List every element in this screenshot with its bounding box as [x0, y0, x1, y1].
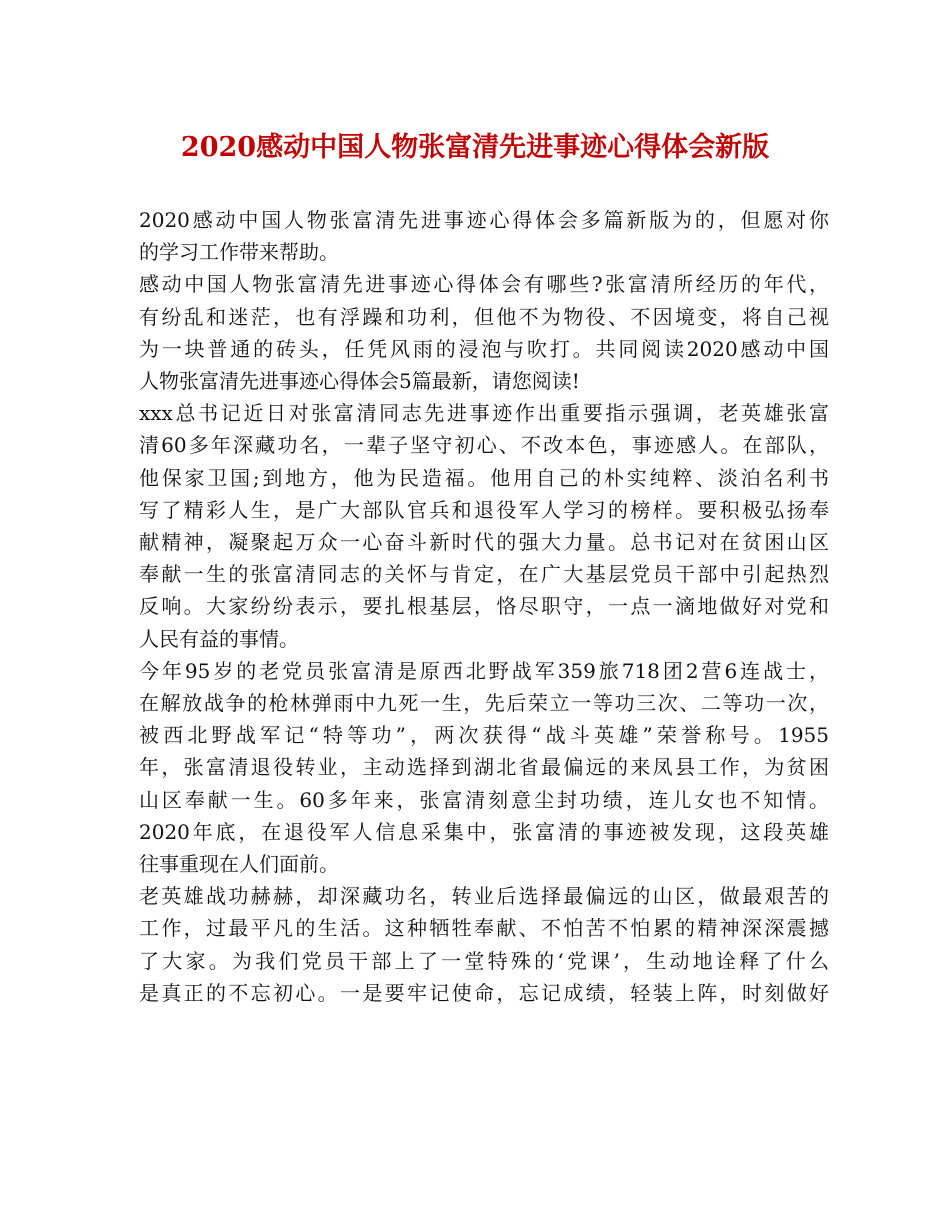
- text-line: 为一块普通的砖头，任凭风雨的浸泡与吹打。共同阅读2020感动中国: [139, 336, 829, 361]
- text-line: 清60多年深藏功名，一辈子坚守初心、不改本色，事迹感人。在部队，: [139, 433, 829, 458]
- text-line: 感动中国人物张富清先进事迹心得体会有哪些?张富清所经历的年代，: [139, 272, 829, 297]
- text-line: 写了精彩人生，是广大部队官兵和退役军人学习的榜样。要积极弘扬奉: [139, 497, 829, 522]
- text-line: 人物张富清先进事迹心得体会5篇最新，请您阅读!: [139, 369, 580, 394]
- text-line: 2020年底，在退役军人信息采集中，张富清的事迹被发现，这段英雄: [139, 819, 829, 844]
- text-line: 2020感动中国人物张富清先进事迹心得体会多篇新版为的，但愿对你: [139, 208, 829, 232]
- text-line: 在解放战争的枪林弹雨中九死一生，先后荣立一等功三次、二等功一次，: [139, 691, 829, 716]
- text-line: 被西北野战军记“特等功”，两次获得“战斗英雄”荣誉称号。1955: [139, 723, 829, 748]
- text-line: 年，张富清退役转业，主动选择到湖北省最偏远的来凤县工作，为贫困: [139, 755, 829, 780]
- text-line: 工作，过最平凡的生活。这种牺牲奉献、不怕苦不怕累的精神深深震撼: [139, 916, 829, 941]
- page-title: 2020感动中国人物张富清先进事迹心得体会新版: [180, 132, 770, 163]
- text-line: xxx总书记近日对张富清同志先进事迹作出重要指示强调，老英雄张富: [139, 401, 829, 426]
- text-line: 反响。大家纷纷表示，要扎根基层，恪尽职守，一点一滴地做好对党和: [139, 594, 829, 619]
- text-line: 了大家。为我们党员干部上了一堂特殊的‘党课’，生动地诠释了什么: [139, 948, 829, 973]
- text-line: 奉献一生的张富清同志的关怀与肯定，在广大基层党员干部中引起热烈: [139, 562, 829, 587]
- text-line: 人民有益的事情。: [139, 626, 299, 651]
- text-line: 往事重现在人们面前。: [139, 852, 339, 877]
- text-line: 的学习工作带来帮助。: [139, 240, 339, 265]
- text-line: 有纷乱和迷茫，也有浮躁和功利，但他不为物役、不因境变，将自己视: [139, 304, 829, 329]
- text-line: 他保家卫国;到地方，他为民造福。他用自己的朴实纯粹、淡泊名利书: [139, 465, 829, 490]
- text-line: 老英雄战功赫赫，却深藏功名，转业后选择最偏远的山区，做最艰苦的: [139, 884, 829, 909]
- text-line: 献精神，凝聚起万众一心奋斗新时代的强大力量。总书记对在贫困山区: [139, 530, 829, 555]
- text-line: 山区奉献一生。60多年来，张富清刻意尘封功绩，连儿女也不知情。: [139, 787, 829, 812]
- document-body: [139, 204, 829, 1009]
- text-line: 是真正的不忘初心。一是要牢记使命，忘记成绩，轻装上阵，时刻做好: [139, 980, 829, 1005]
- text-line: 今年95岁的老党员张富清是原西北野战军359旅718团2营6连战士，: [139, 658, 829, 683]
